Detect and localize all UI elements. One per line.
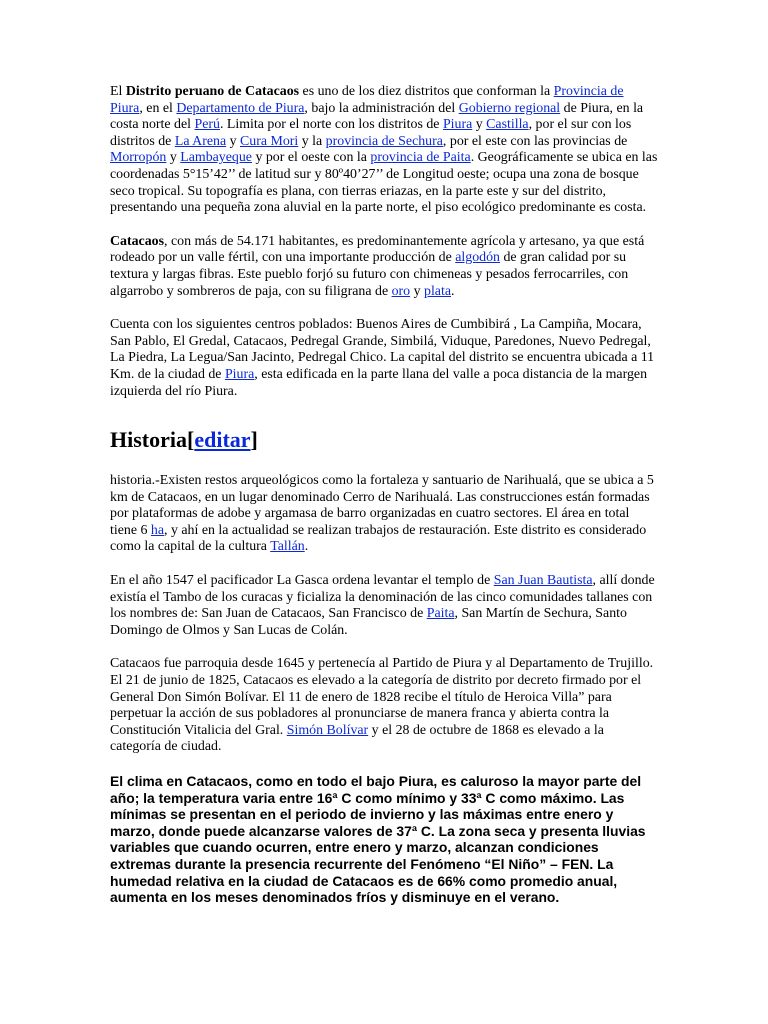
climate-paragraph: El clima en Catacaos, como en todo el bajo Piura, es caluroso la mayor parte del año; la temperatura varia entre 16ª C como mínimo y 33ª C como máximo. Las mínimas se presentan en el periodo de invierno y las máximas entre enero y marzo, donde puede alcanzarse valores de 37ª C. La zona seca y presenta lluvias variables que cuando ocurren, entre enero y marzo, alcanzan condiciones extremas durante la presencia recurrente del Fenómeno “El Niño” – FEN. La humedad relativa en la ciudad de Catacaos es de 66% como promedio anual, aumenta en los meses denominados fríos y disminuye en el verano. — [110, 773, 646, 906]
link-simon-bolivar[interactable]: Simón Bolívar — [286, 722, 369, 738]
link-piura-city[interactable]: Piura — [224, 366, 255, 382]
centros-poblados-paragraph: Cuenta con los siguientes centros poblados: Buenos Aires de Cumbibirá , La Campiña, Mocara, San Pablo, El Gredal, Catacaos, Pedregal Grande, Simbilá, Viduque, Paredones, Nuevo Pedregal, La Piedra, La Legua/San Jacinto, Pedregal Chico. La capital del distrito se encuentra ubicada a 11 Km. de la ciudad de Piura, esta edificada en la parte llana del valle a poca distancia de la margen izquierda del río Piura. — [110, 317, 655, 399]
intro-paragraph: El Distrito peruano de Catacaos es uno de los diez distritos que conforman la Provincia de Piura, en el Departamento de Piura, bajo la administración del Gobierno regional de Piura, en la costa norte del Perú. Limita por el norte con los distritos de Piura y Castilla, por el sur con los distritos de La Arena y Cura Mori y la provincia de Sechura, por el este con las provincias de Morropón y Lambayeque y por el oeste con la provincia de Paita. Geográficamente se ubica en las coordenadas 5°15’42’’ de latitud sur y 80º40’27’’ de Longitud oeste; ocupa una zona de bosque seco tropical. Su topografía es plana, con tierras eriazas, en la parte este y sur del distrito, presentando una pequeña zona aluvial en la parte norte, el piso ecológico predominante es costa. — [110, 84, 658, 216]
link-algodon[interactable]: algodón — [455, 250, 500, 266]
edit-section-link[interactable]: editar — [194, 427, 251, 453]
district-name-bold: Distrito peruano de Catacaos — [125, 84, 300, 99]
link-peru[interactable]: Perú — [194, 117, 220, 133]
link-cura-mori[interactable]: Cura Mori — [240, 133, 299, 149]
link-la-arena[interactable]: La Arena — [174, 133, 227, 149]
section-heading-historia: Historia[editar] — [110, 427, 258, 453]
history-paragraph: historia.-Existen restos arqueológicos como la fortaleza y santuario de Narihualá, que se ubica a 5 km de Catacaos, en un lugar denominado Cerro de Narihualá. Las construcciones están formadas por plataformas de adobe y argamasa de barro organizadas en cuatro sectores. El área en total tiene 6 ha, y ahí en la actualidad se realizan trabajos de restauración. Este distrito es considerado como la capital de la cultura Tallán. — [110, 473, 654, 555]
parroquia-paragraph: Catacaos fue parroquia desde 1645 y pertenecía al Partido de Piura y al Departamento de Trujillo. El 21 de junio de 1825, Catacaos es elevado a la categoría de distrito por decreto firmado por el General Don Simón Bolívar. El 11 de enero de 1828 recibe el título de Heroica Villa” para perpetuar la acción de sus pobladores al pronunciarse de manera franca y abierta contra la Constitución Vitalicia del Gral. Simón Bolívar y el 28 de octubre de 1868 es elevado a la categoría de ciudad. — [110, 656, 654, 755]
link-gobierno-regional[interactable]: Gobierno regional — [458, 100, 561, 116]
population-paragraph: Catacaos, con más de 54.171 habitantes, es predominantemente agrícola y artesano, ya que está rodeado por un valle fértil, con una importante producción de algodón de gran calidad por su textura y largas fibras. Este pueblo forjó su futuro con chimeneas y pesados ferrocarriles, con algarrobo y sombreros de paja, con su filigrana de oro y plata. — [110, 233, 645, 299]
heading-title: Historia — [110, 427, 187, 453]
link-oro[interactable]: oro — [391, 283, 411, 299]
link-piura[interactable]: Piura — [442, 117, 473, 133]
link-paita[interactable]: Paita — [426, 606, 455, 622]
link-provincia-de-piura[interactable]: Provincia de Piura — [110, 84, 624, 116]
link-lambayeque[interactable]: Lambayeque — [180, 150, 252, 166]
article-body — [110, 84, 658, 906]
link-plata[interactable]: plata — [424, 283, 451, 299]
link-castilla[interactable]: Castilla — [486, 117, 529, 133]
link-san-juan-bautista[interactable]: San Juan Bautista — [493, 573, 593, 589]
link-provincia-de-paita[interactable]: provincia de Paita — [370, 150, 471, 166]
catacaos-bold: Catacaos — [110, 233, 165, 249]
link-departamento-de-piura[interactable]: Departamento de Piura — [176, 100, 305, 116]
link-provincia-de-sechura[interactable]: provincia de Sechura — [325, 133, 443, 149]
link-tallan[interactable]: Tallán — [270, 539, 305, 555]
la-gasca-paragraph: En el año 1547 el pacificador La Gasca ordena levantar el templo de San Juan Bautista, allí donde existía el Tambo de los curacas y ficializa la denominación de las cinco comunidades tallanes con los nombres de: San Juan de Catacaos, San Francisco de Paita, San Martín de Sechura, Santo Domingo de Olmos y San Lucas de Colán. — [110, 573, 655, 638]
link-ha[interactable]: ha — [150, 522, 165, 538]
link-morropon[interactable]: Morropón — [110, 150, 167, 166]
